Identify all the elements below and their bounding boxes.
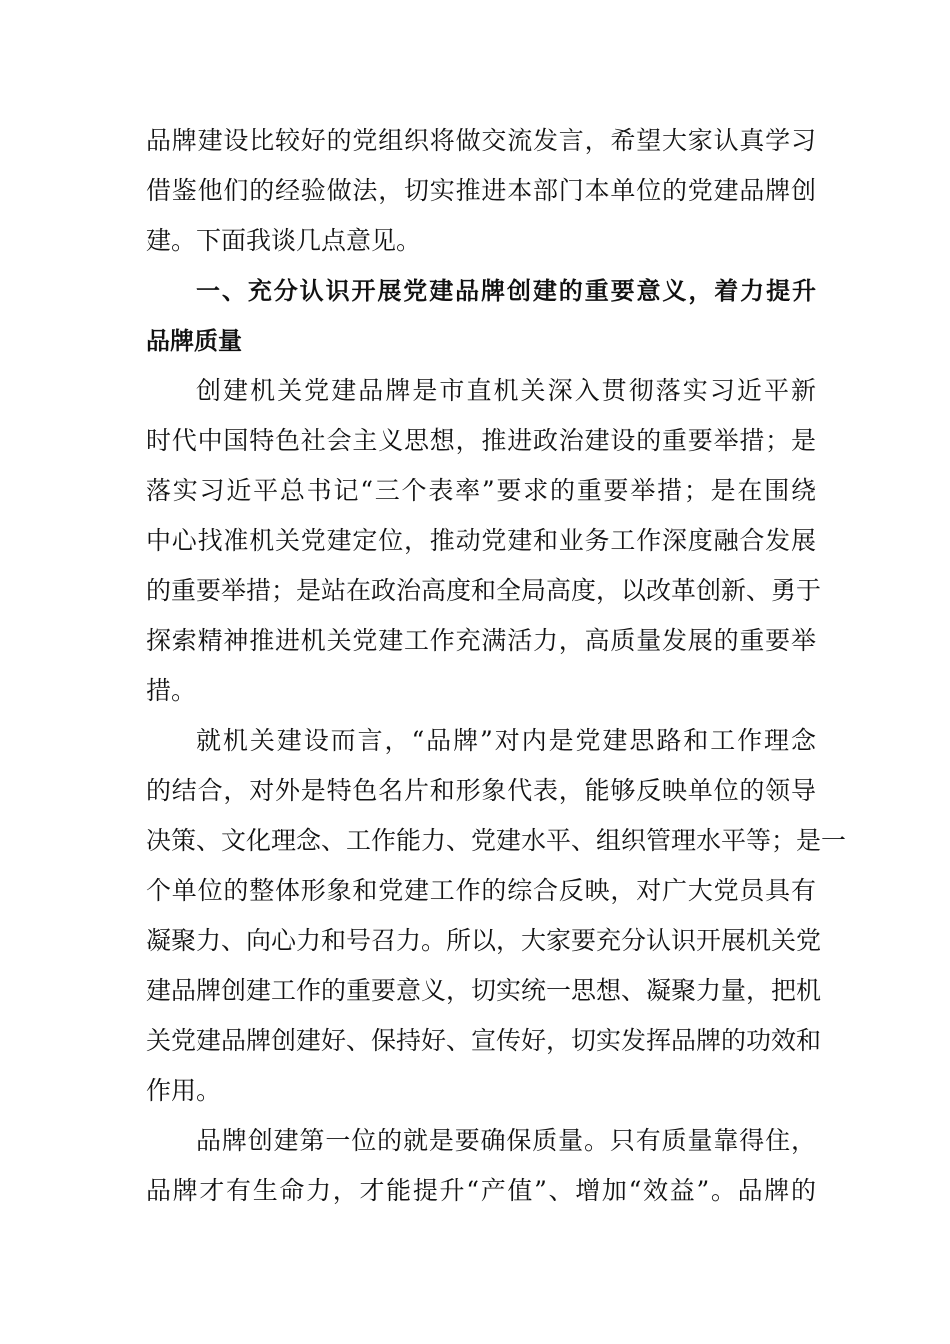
body-text-line: 建品牌创建工作的重要意义，切实统一思想、凝聚力量，把机 [146,976,822,1005]
body-text-line: 的重要举措；是站在政治高度和全局高度，以改革创新、勇于 [146,576,822,605]
body-text-line: 个单位的整体形象和党建工作的综合反映，对广大党员具有 [146,876,816,905]
body-text-line: 借鉴他们的经验做法，切实推进本部门本单位的党建品牌创 [146,176,816,205]
body-text-line: 品牌建设比较好的党组织将做交流发言，希望大家认真学习 [146,126,816,155]
body-text-line: 就机关建设而言，“品牌”对内是党建思路和工作理念 [196,726,816,755]
body-text-line: 探索精神推进机关党建工作充满活力，高质量发展的重要举 [146,626,816,655]
body-text-line: 关党建品牌创建好、保持好、宣传好，切实发挥品牌的功效和 [146,1026,822,1055]
body-text-line: 落实习近平总书记“三个表率”要求的重要举措；是在围绕 [146,476,816,505]
body-text-line: 措。 [146,676,197,705]
section-heading-line: 品牌质量 [146,327,242,355]
body-text-line: 品牌创建第一位的就是要确保质量。只有质量靠得住， [196,1126,816,1155]
body-text-line: 时代中国特色社会主义思想，推进政治建设的重要举措；是 [146,426,816,455]
body-text-line: 作用。 [146,1076,222,1105]
section-heading-line: 一、充分认识开展党建品牌创建的重要意义，着力提升 [196,277,816,305]
body-text-line: 建。下面我谈几点意见。 [146,226,422,255]
body-text-line: 品牌才有生命力，才能提升“产值”、增加“效益”。品牌的 [146,1176,816,1205]
body-text-line: 决策、文化理念、工作能力、党建水平、组织管理水平等；是一 [146,826,847,855]
body-text-line: 的结合，对外是特色名片和形象代表，能够反映单位的领导 [146,776,816,805]
body-text-line: 创建机关党建品牌是市直机关深入贯彻落实习近平新 [196,376,816,405]
body-text-line: 凝聚力、向心力和号召力。所以，大家要充分认识开展机关党 [146,926,822,955]
body-text-line: 中心找准机关党建定位，推动党建和业务工作深度融合发展 [146,526,816,555]
